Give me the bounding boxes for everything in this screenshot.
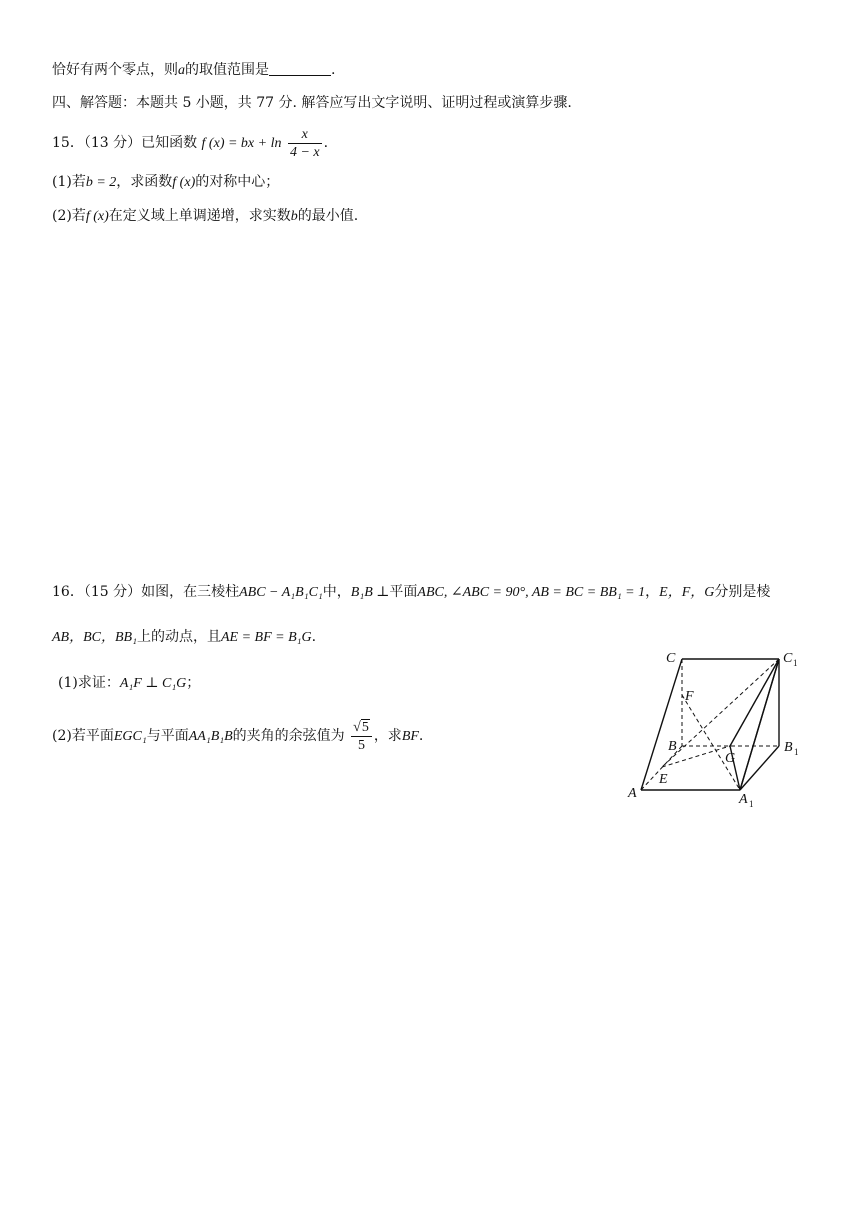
q15-p1-cond: b = 2 (85, 175, 117, 190)
q16-p2-target: BF (401, 729, 419, 744)
q15-part2 (52, 206, 358, 227)
q16-cond1: B₁B ⊥ (350, 585, 390, 600)
q16-p2-b: 与平面 (146, 728, 189, 744)
q16-part2 (52, 716, 423, 757)
q16-cond3: AE = BF = B₁G (220, 630, 312, 645)
q16-p2-d: ，求 (373, 728, 402, 744)
segment-g-c1-solid (730, 659, 779, 746)
q15-p1-c: 的对称中心； (195, 174, 280, 190)
q16-p2-plane2: AA₁B₁B (188, 729, 233, 744)
q14-tail-line (52, 60, 335, 81)
q16-t6: . (311, 629, 317, 645)
q16-p2-c: 的夹角的余弦值为 (232, 728, 345, 744)
q15-p2-a: (2)若 (52, 208, 86, 224)
label-e: E (659, 772, 668, 787)
prism-solid-diagonals (730, 659, 779, 790)
q15-p1-a: (1)若 (52, 174, 86, 190)
q15-fraction (288, 126, 322, 161)
q15-number: 15．（13 分）已知函数 (52, 135, 198, 151)
label-c1: C (783, 651, 793, 666)
label-b: B (668, 739, 677, 754)
q15-p2-fx: f (x) (85, 209, 109, 224)
prism-figure (622, 640, 822, 815)
q16-frac-den: 5 (357, 737, 365, 753)
q16-stem-line2 (52, 627, 316, 648)
q16-prism: ABC − A₁B₁C₁ (239, 585, 323, 600)
q16-stem-line1 (52, 582, 770, 603)
q16-p2-e: . (418, 728, 424, 744)
label-a1-sub: 1 (749, 799, 754, 809)
q14-text-b: 的取值范围是 (185, 62, 269, 78)
q15-function: f (x) = bx + ln (201, 136, 282, 151)
q16-p2-a: (2)若平面 (52, 728, 114, 744)
q16-t2: 平面 (389, 584, 418, 600)
q16-cond2: ABC, ∠ABC = 90°, AB = BC = BB₁ = 1 (417, 585, 646, 600)
q15-frac-den: 4 − x (289, 144, 320, 160)
q15-p2-b: 在定义域上单调递增，求实数 (108, 208, 291, 224)
label-a: A (628, 786, 637, 801)
label-a1: A (739, 792, 748, 807)
section-heading (52, 93, 572, 113)
q15-p2-c: 的最小值. (297, 208, 359, 224)
q16-t1: 中， (322, 584, 351, 600)
q16-p1-b: ； (186, 675, 201, 691)
q15-p2-var: b (290, 209, 298, 224)
q14-var-a: a (178, 63, 185, 78)
q15-p1-b: ，求函数 (116, 174, 173, 190)
q16-t4: 分别是棱 (714, 584, 771, 600)
edge-c-a (641, 659, 682, 790)
q16-sqrt-radicand: 5 (361, 719, 369, 735)
q15-p1-fx: f (x) (172, 175, 196, 190)
q14-text: 恰好有两个零点，则 (52, 62, 178, 78)
section-heading-text: 四、解答题：本题共 5 小题，共 77 分. 解答应写出文字说明、证明过程或演算步骤. (52, 95, 572, 111)
label-f: F (685, 689, 694, 704)
q15-stem (52, 124, 328, 163)
label-c: C (666, 651, 676, 666)
q16-number: 16．（15 分）如图，在三棱柱 (52, 584, 240, 600)
answer-blank (269, 61, 331, 76)
q16-p2-plane1: EGC₁ (113, 729, 147, 744)
segment-c1-e (662, 659, 779, 767)
q15-frac-num: x (288, 126, 322, 144)
label-b1-sub: 1 (794, 747, 799, 757)
q15-part1 (52, 172, 279, 193)
q16-edges: AB，BC，BB₁ (52, 630, 137, 645)
q16-p1-a: (1)求证： (58, 675, 120, 691)
label-c1-sub: 1 (793, 658, 798, 668)
q15-end: . (323, 135, 329, 151)
q16-points: E，F，G (659, 585, 715, 600)
q16-t3: ， (645, 584, 660, 600)
edge-a1-c1-front (740, 659, 779, 790)
label-b1: B (784, 740, 793, 755)
q16-frac-num: √5 (351, 719, 372, 737)
q14-end: . (331, 62, 336, 78)
q16-sqrt-fraction (351, 719, 372, 754)
q16-p1-expr: A₁F ⊥ C₁G (119, 676, 187, 691)
q16-t5: 上的动点，且 (136, 629, 221, 645)
q16-part1 (58, 673, 200, 694)
label-g: G (725, 751, 736, 766)
